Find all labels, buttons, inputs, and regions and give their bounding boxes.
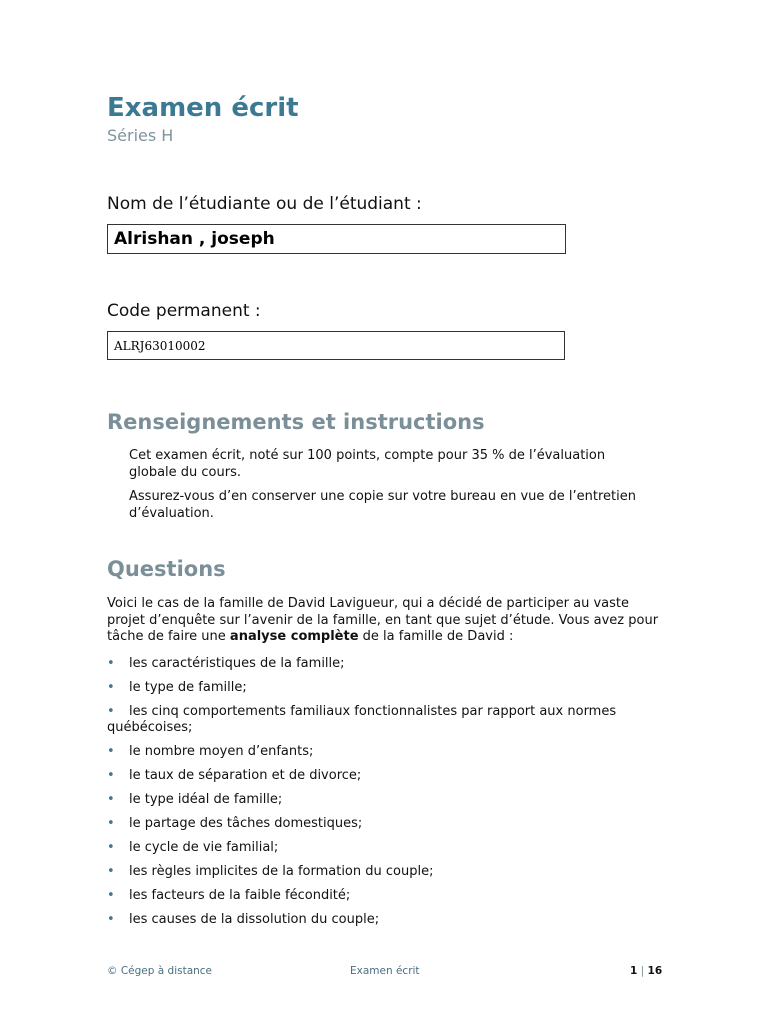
bullet-icon: • xyxy=(107,816,115,831)
permanent-code-value: ALRJ63010002 xyxy=(114,338,206,353)
bullet-icon: • xyxy=(107,680,115,695)
list-item-text: le nombre moyen d’enfants; xyxy=(129,744,314,759)
instructions-paragraph: Assurez-vous d’en conserver une copie sur votre bureau en vue de l’entretien d’évaluation. xyxy=(129,489,636,521)
list-item-text: le cycle de vie familial; xyxy=(129,840,279,855)
student-name-field[interactable] xyxy=(107,224,566,254)
list-item-text: le partage des tâches domestiques; xyxy=(129,816,363,831)
bullet-icon: • xyxy=(107,656,115,671)
bullet-icon: • xyxy=(107,744,115,759)
list-item-text: les facteurs de la faible fécondité; xyxy=(129,888,351,903)
list-item-text: les causes de la dissolution du couple; xyxy=(129,912,380,927)
student-name-label: Nom de l’étudiante ou de l’étudiant : xyxy=(107,194,422,214)
footer-document-title: Examen écrit xyxy=(350,965,420,977)
list-item xyxy=(107,840,649,856)
bullet-icon: • xyxy=(107,912,115,927)
bullet-icon: • xyxy=(107,888,115,903)
intro-emphasis: analyse complète xyxy=(229,629,359,644)
page-subtitle: Séries H xyxy=(107,126,174,145)
list-item xyxy=(107,912,649,928)
bullet-icon: • xyxy=(107,840,115,855)
list-item xyxy=(107,680,649,696)
questions-list xyxy=(107,656,649,936)
list-item xyxy=(107,768,649,784)
bullet-icon: • xyxy=(107,792,115,807)
list-item xyxy=(107,704,649,736)
list-item xyxy=(107,656,649,672)
list-item-text: les règles implicites de la formation du couple; xyxy=(129,864,434,879)
permanent-code-label: Code permanent : xyxy=(107,301,261,321)
questions-heading: Questions xyxy=(107,557,226,581)
instructions-heading: Renseignements et instructions xyxy=(107,410,485,434)
list-item xyxy=(107,816,649,832)
list-item xyxy=(107,864,649,880)
list-item-text: les cinq comportements familiaux fonctionnalistes par rapport aux normes québécoises; xyxy=(107,704,617,735)
page-separator: | xyxy=(640,965,645,977)
bullet-icon: • xyxy=(107,704,115,719)
page-current: 1 xyxy=(630,965,638,977)
questions-intro xyxy=(107,596,667,646)
page-title: Examen écrit xyxy=(107,93,299,123)
list-item-text: le type de famille; xyxy=(129,680,247,695)
student-name-value: Alrishan , joseph xyxy=(114,229,275,249)
page-total: 16 xyxy=(647,965,663,977)
page-number xyxy=(630,964,662,978)
list-item-text: les caractéristiques de la famille; xyxy=(129,656,345,671)
intro-text: Voici le cas de la famille de David Lavigueur, qui a décidé de participer au vaste projet d’enquête sur l’avenir de la famille, en tant que sujet d’étude. Vous avez pour tâche de faire une xyxy=(107,596,659,644)
footer-copyright: © Cégep à distance xyxy=(107,965,213,977)
intro-text-end: de la famille de David : xyxy=(358,629,514,644)
bullet-icon: • xyxy=(107,864,115,879)
permanent-code-field[interactable] xyxy=(107,331,565,360)
list-item-text: le type idéal de famille; xyxy=(129,792,283,807)
list-item xyxy=(107,792,649,808)
bullet-icon: • xyxy=(107,768,115,783)
list-item xyxy=(107,744,649,760)
list-item-text: le taux de séparation et de divorce; xyxy=(129,768,362,783)
instructions-paragraph: Cet examen écrit, noté sur 100 points, compte pour 35 % de l’évaluation globale du cours. xyxy=(129,448,606,480)
list-item xyxy=(107,888,649,904)
